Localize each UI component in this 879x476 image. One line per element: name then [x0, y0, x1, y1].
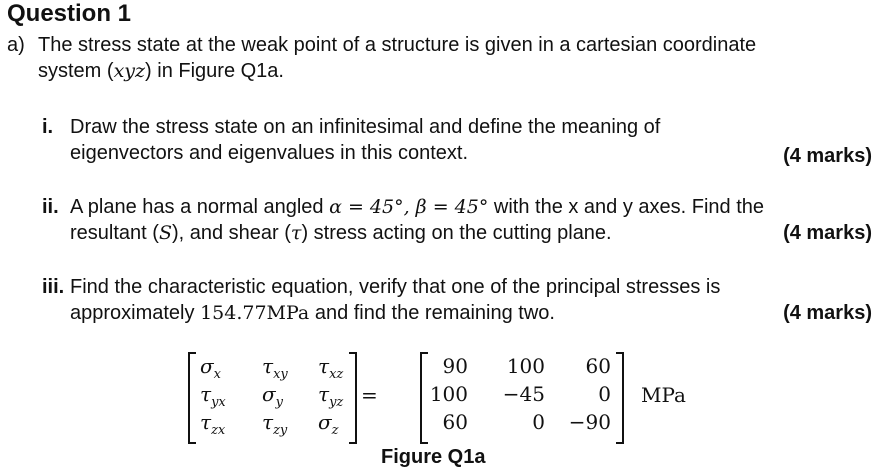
value-cell: 0: [532, 410, 545, 434]
item-ii-line1-post: with the x and y axes. Find the: [488, 196, 765, 218]
symbol-base: σ: [200, 354, 214, 378]
item-ii-symbol-tau: τ: [290, 222, 302, 244]
item-iii-stress-value: 154.77MPa: [200, 302, 310, 324]
symbol-cell: [200, 382, 226, 410]
symbol-base: τ: [200, 410, 212, 434]
question-title: Question 1: [7, 0, 132, 27]
value-cell: 100: [506, 354, 545, 378]
item-ii-line2-b: ), and shear (: [171, 222, 291, 244]
item-iii-label: iii.: [42, 276, 65, 298]
value-cell: 100: [429, 382, 468, 406]
value-cell: 60: [442, 410, 468, 434]
item-i-line1: Draw the stress state on an infinitesimal and define the meaning of: [70, 116, 661, 138]
item-ii-line2-a: resultant (: [70, 222, 159, 244]
symbol-subscript: yx: [211, 395, 226, 410]
left-matrix-close-bracket: [349, 352, 357, 444]
item-ii-line1: [70, 196, 764, 219]
symbol-cell: [318, 354, 344, 382]
symbol-cell: [262, 410, 288, 438]
part-a-line2-pre: system (: [38, 60, 114, 82]
left-matrix-open-bracket: [188, 352, 196, 444]
symbol-subscript: z: [331, 423, 339, 438]
item-iii-line2-pre: approximately: [70, 302, 201, 324]
part-a-line2-math: xyz: [113, 60, 146, 82]
matrix-equals-sign: =: [361, 383, 378, 407]
right-matrix-open-bracket: [420, 352, 428, 444]
item-i-line2: eigenvectors and eigenvalues in this context.: [70, 142, 469, 164]
part-a-label: a): [7, 34, 25, 56]
item-iii-line2-post: and find the remaining two.: [309, 302, 555, 324]
part-a-line2-post: ) in Figure Q1a.: [145, 60, 284, 82]
symbol-subscript: x: [213, 367, 221, 382]
item-ii-line1-pre: A plane has a normal angled: [70, 196, 330, 218]
item-iii-line1: Find the characteristic equation, verify that one of the principal stresses is: [70, 276, 721, 298]
item-ii-marks: (4 marks): [783, 222, 872, 244]
symbol-subscript: y: [275, 395, 284, 410]
symbol-subscript: xy: [273, 367, 288, 382]
item-iii-marks: (4 marks): [783, 302, 872, 324]
figure-caption: Figure Q1a: [381, 446, 486, 468]
symbol-cell: [200, 410, 226, 438]
matrix-unit: MPa: [641, 383, 686, 407]
symbol-cell: [262, 354, 288, 382]
item-ii-line2: [70, 222, 612, 245]
value-cell: 90: [442, 354, 468, 378]
symbol-subscript: xz: [329, 367, 344, 382]
symbol-subscript: zx: [211, 423, 226, 438]
symbol-base: σ: [262, 382, 276, 406]
item-ii-symbol-s: S: [158, 222, 172, 244]
symbol-base: τ: [262, 410, 274, 434]
item-iii-line2: [70, 302, 555, 325]
item-ii-line2-c: ) stress acting on the cutting plane.: [301, 222, 612, 244]
right-matrix-close-bracket: [616, 352, 624, 444]
value-cell: 0: [598, 382, 611, 406]
symbol-cell: [200, 354, 221, 382]
symbol-cell: [262, 382, 284, 410]
symbol-base: τ: [318, 354, 330, 378]
value-cell: −90: [568, 410, 611, 434]
symbol-subscript: yz: [329, 395, 344, 410]
symbol-subscript: zy: [273, 423, 288, 438]
symbol-base: τ: [262, 354, 274, 378]
item-ii-angles: α = 45°, β = 45°: [329, 196, 489, 218]
value-cell: 60: [585, 354, 611, 378]
symbol-base: τ: [200, 382, 212, 406]
symbol-cell: [318, 410, 339, 438]
symbol-cell: [318, 382, 344, 410]
symbol-base: τ: [318, 382, 330, 406]
item-i-marks: (4 marks): [783, 145, 872, 167]
part-a-line2: [38, 60, 284, 83]
item-ii-label: ii.: [42, 196, 59, 218]
symbol-base: σ: [318, 410, 332, 434]
part-a-line1: The stress state at the weak point of a structure is given in a cartesian coordinate: [38, 34, 757, 56]
value-cell: −45: [502, 382, 545, 406]
item-i-label: i.: [42, 116, 54, 138]
